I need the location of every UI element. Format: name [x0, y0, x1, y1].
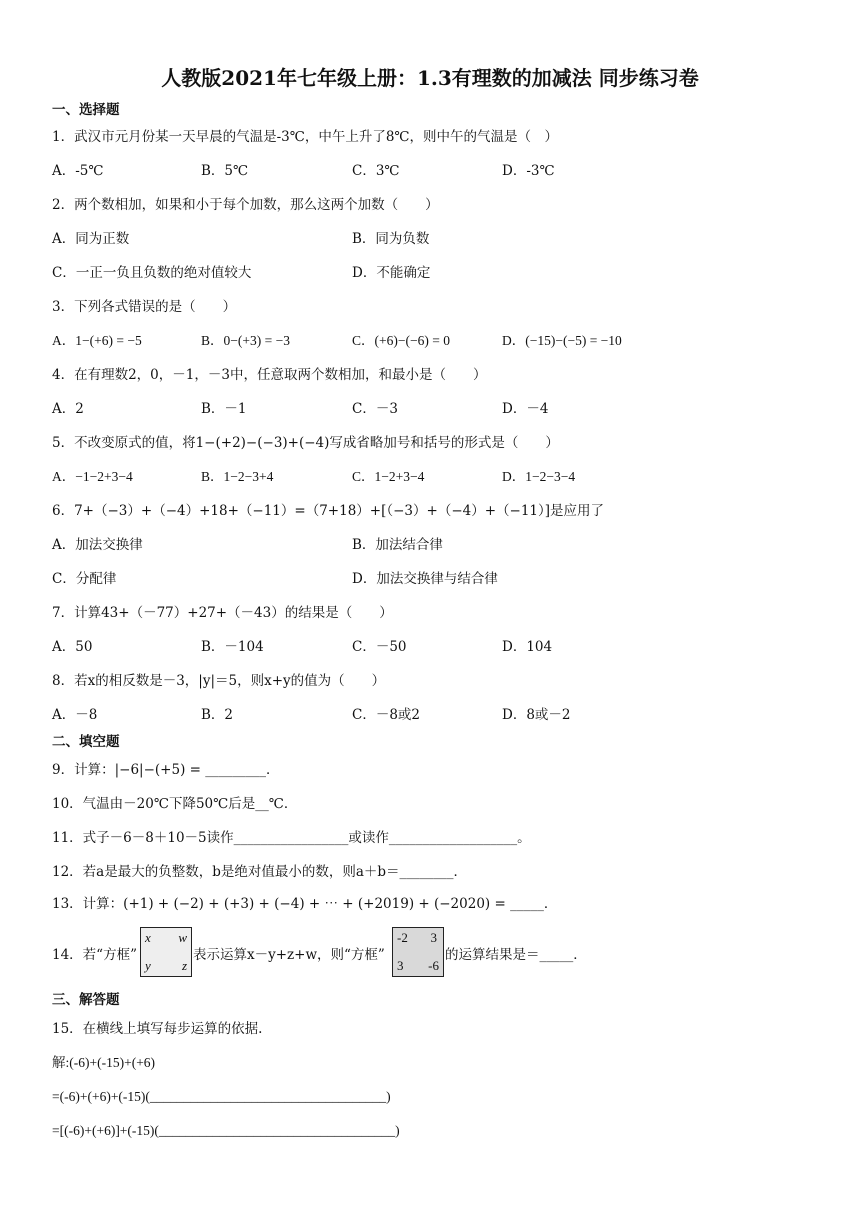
q6-option-c: C．分配律 [52, 571, 117, 587]
page-title: 人教版2021年七年级上册：1.3有理数的加减法 同步练习卷 [161, 66, 699, 90]
operation-box-symbolic [140, 927, 192, 977]
q5-option-b: B．1−2−3+4 [201, 469, 274, 484]
section-fill-heading: 二、填空题 [52, 734, 120, 750]
q6-option-d: D．加法交换律与结合律 [352, 571, 498, 587]
q1-option-d: D．-3℃ [502, 163, 555, 179]
q4-option-d: D．－4 [502, 401, 549, 417]
q8-option-a: A．－8 [52, 707, 98, 723]
q3-option-a: A．1−(+6) = −5 [52, 333, 142, 348]
q5-option-d: D．1−2−3−4 [502, 469, 576, 484]
box2-bottom-right: -6 [428, 958, 439, 973]
q1-option-a: A．-5℃ [52, 163, 104, 179]
section-answer-heading: 三、解答题 [52, 992, 120, 1008]
question-10: 10．气温由－20℃下降50℃后是__℃． [52, 796, 298, 812]
box1-bottom-left: y [145, 958, 151, 973]
question-8: 8．若x的相反数是－3，|y|＝5，则x+y的值为（ ） [52, 673, 386, 689]
section-choice-heading: 一、选择题 [52, 102, 120, 118]
q15-line-1: 解:(-6)+(-15)+(+6) [52, 1055, 156, 1070]
q4-option-a: A．2 [52, 401, 84, 417]
q8-option-b: B．2 [201, 707, 234, 723]
q3-option-b: B．0−(+3) = −3 [201, 333, 290, 348]
question-1: 1．武汉市元月份某一天早晨的气温是-3℃，中午上升了8℃，则中午的气温是（ ） [52, 129, 559, 145]
q5-option-c: C．1−2+3−4 [352, 469, 425, 484]
question-14-suffix: 的运算结果是＝_____． [445, 947, 587, 963]
q3-option-d: D．(−15)−(−5) = −10 [502, 333, 622, 348]
question-15: 15．在横线上填写每步运算的依据. [52, 1021, 263, 1037]
box2-top-right: 3 [430, 930, 437, 945]
q7-option-c: C．－50 [352, 639, 407, 655]
question-9: 9．计算：|−6|−(+5) = _________． [52, 762, 280, 778]
question-14-middle: 表示运算x－y+z+w，则“方框” [193, 947, 385, 963]
q6-option-b: B．加法结合律 [352, 537, 443, 553]
q8-option-c: C．－8或2 [352, 707, 421, 723]
q2-option-a: A．同为正数 [52, 231, 130, 247]
q3-option-c: C．(+6)−(−6) = 0 [352, 333, 450, 348]
q15-line-3: =[(-6)+(+6)]+(-15)(___________________________________) [52, 1123, 400, 1138]
q4-option-b: B．－1 [201, 401, 247, 417]
question-7: 7．计算43+（－77）+27+（－43）的结果是（ ） [52, 605, 393, 621]
q7-option-d: D．104 [502, 639, 553, 655]
box1-top-right: w [178, 930, 187, 945]
question-13: 13．计算：(+1) + (−2) + (+3) + (−4) + ⋯ + (+2019) + (−2020) = _____． [52, 896, 558, 912]
question-11: 11．式子－6－8＋10－5读作_________________或读作___________________。 [52, 830, 531, 846]
question-12: 12．若a是最大的负整数，b是绝对值最小的数，则a＋b＝________． [52, 864, 468, 880]
q15-line-2: =(-6)+(+6)+(-15)(___________________________________) [52, 1089, 391, 1104]
question-3: 3．下列各式错误的是（ ） [52, 299, 237, 315]
q2-option-d: D．不能确定 [352, 265, 431, 281]
q4-option-c: C．－3 [352, 401, 398, 417]
q5-option-a: A．−1−2+3−4 [52, 469, 133, 484]
operation-box-numeric [392, 927, 444, 977]
box2-top-left: -2 [397, 930, 408, 945]
box1-bottom-right: z [181, 958, 187, 973]
question-5: 5．不改变原式的值，将1−(+2)−(−3)+(−4)写成省略加号和括号的形式是（ ） [52, 435, 559, 451]
q2-option-b: B．同为负数 [352, 231, 430, 247]
q2-option-c: C．一正一负且负数的绝对值较大 [52, 265, 252, 281]
box1-top-left: x [145, 930, 151, 945]
question-6: 6．7+（−3）+（−4）+18+（−11）=（7+18）+[（−3）+（−4）+（−11）]是应用了 [52, 503, 605, 519]
q1-option-c: C．3℃ [352, 163, 400, 179]
q7-option-b: B．－104 [201, 639, 264, 655]
q6-option-a: A．加法交换律 [52, 537, 143, 553]
question-2: 2．两个数相加，如果和小于每个加数，那么这两个加数（ ） [52, 197, 439, 213]
box2-bottom-left: 3 [397, 958, 404, 973]
question-4: 4．在有理数2，0，－1，－3中，任意取两个数相加，和最小是（ ） [52, 367, 487, 383]
question-14-prefix: 14．若“方框” [52, 947, 137, 963]
q8-option-d: D．8或－2 [502, 707, 571, 723]
q7-option-a: A．50 [52, 639, 93, 655]
q1-option-b: B．5℃ [201, 163, 249, 179]
